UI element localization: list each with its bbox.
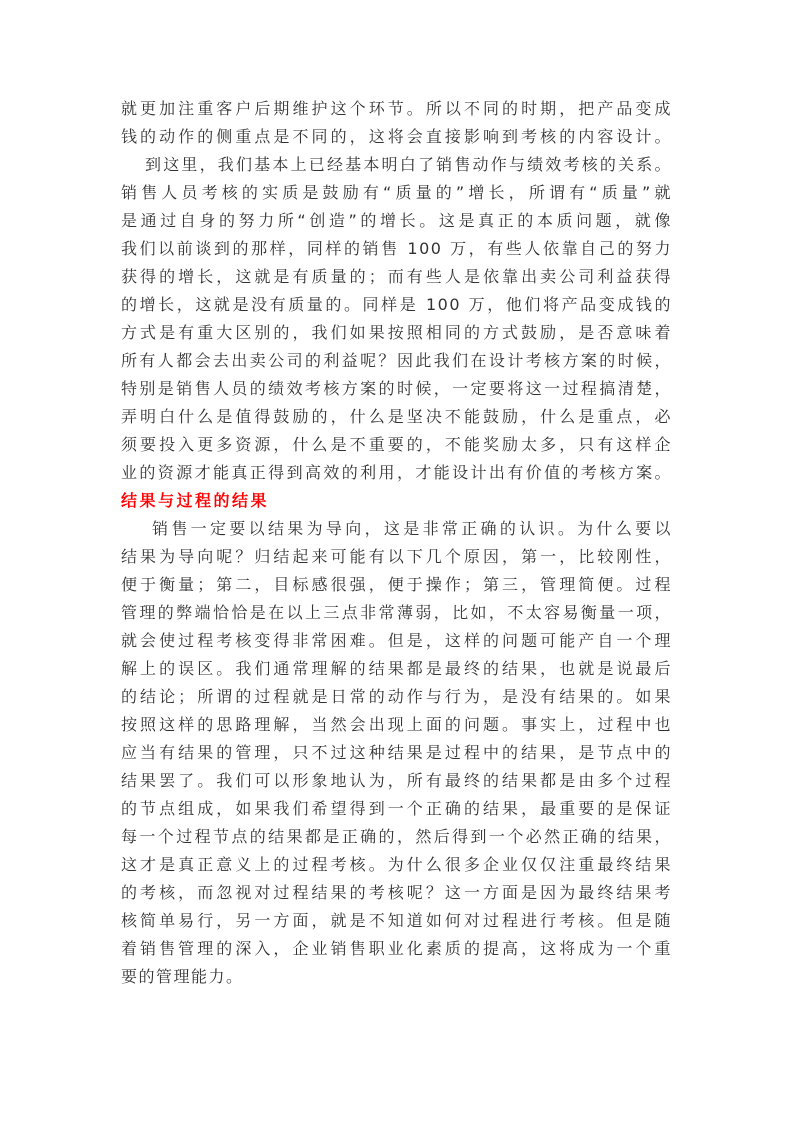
text-line: 销售一定要以结果为导向，这是非常正确的认识。为什么要以 bbox=[152, 519, 672, 538]
text-line: 结果为导向呢？归结起来可能有以下几个原因，第一，比较刚性， bbox=[121, 547, 672, 566]
text-line: 所有人都会去出卖公司的利益呢？因此我们在设计考核方案的时候， bbox=[121, 351, 672, 370]
text-line: 这才是真正意义上的过程考核。为什么很多企业仅仅注重最终结果 bbox=[121, 855, 672, 874]
text-line: 业的资源才能真正得到高效的利用，才能设计出有价值的考核方案。 bbox=[121, 463, 672, 482]
document-body bbox=[121, 95, 672, 991]
paragraph-sales-vs-appraisal bbox=[121, 151, 672, 487]
text-line: 销售人员考核的实质是鼓励有“质量的”增长，所谓有“质量”就 bbox=[121, 183, 672, 202]
text-line: 方式是有重大区别的，我们如果按照相同的方式鼓励，是否意味着 bbox=[121, 323, 672, 342]
text-line: 我们以前谈到的那样，同样的销售 100 万，有些人依靠自己的努力 bbox=[121, 239, 672, 258]
text-line: 的节点组成，如果我们希望得到一个正确的结果，最重要的是保证 bbox=[121, 799, 672, 818]
text-line: 到这里，我们基本上已经基本明白了销售动作与绩效考核的关系。 bbox=[145, 155, 672, 174]
paragraph-result-and-process bbox=[121, 515, 672, 991]
text-line: 解上的误区。我们通常理解的结果都是最终的结果，也就是说最后 bbox=[121, 659, 672, 678]
paragraph-continued bbox=[121, 95, 672, 151]
section-heading: 结果与过程的结果 bbox=[121, 491, 270, 510]
text-line: 弄明白什么是值得鼓励的，什么是坚决不能鼓励，什么是重点，必 bbox=[121, 407, 672, 426]
text-line: 特别是销售人员的绩效考核方案的时候，一定要将这一过程搞清楚， bbox=[121, 379, 672, 398]
text-line: 就会使过程考核变得非常困难。但是，这样的问题可能产自一个理 bbox=[121, 631, 672, 650]
text-line: 就更加注重客户后期维护这个环节。所以不同的时期，把产品变成 bbox=[121, 99, 672, 118]
text-line: 便于衡量；第二，目标感很强，便于操作；第三，管理简便。过程 bbox=[121, 575, 672, 594]
text-line: 的结论；所谓的过程就是日常的动作与行为，是没有结果的。如果 bbox=[121, 687, 672, 706]
text-line: 须要投入更多资源，什么是不重要的，不能奖励太多，只有这样企 bbox=[121, 435, 672, 454]
text-line: 钱的动作的侧重点是不同的，这将会直接影响到考核的内容设计。 bbox=[121, 127, 672, 146]
text-line: 获得的增长，这就是有质量的；而有些人是依靠出卖公司利益获得 bbox=[121, 267, 672, 286]
text-line: 管理的弊端恰恰是在以上三点非常薄弱，比如，不太容易衡量一项， bbox=[121, 603, 672, 622]
text-line: 按照这样的思路理解，当然会出现上面的问题。事实上，过程中也 bbox=[121, 715, 672, 734]
text-line: 着销售管理的深入，企业销售职业化素质的提高，这将成为一个重 bbox=[121, 939, 672, 958]
text-line: 每一个过程节点的结果都是正确的，然后得到一个必然正确的结果， bbox=[121, 827, 672, 846]
text-line: 的考核，而忽视对过程结果的考核呢？这一方面是因为最终结果考 bbox=[121, 883, 672, 902]
text-line: 核简单易行，另一方面，就是不知道如何对过程进行考核。但是随 bbox=[121, 911, 672, 930]
text-line: 要的管理能力。 bbox=[121, 967, 244, 986]
text-line: 的增长，这就是没有质量的。同样是 100 万，他们将产品变成钱的 bbox=[121, 295, 672, 314]
text-line: 应当有结果的管理，只不过这种结果是过程中的结果，是节点中的 bbox=[121, 743, 672, 762]
text-line: 是通过自身的努力所“创造”的增长。这是真正的本质问题，就像 bbox=[121, 211, 672, 230]
text-line: 结果罢了。我们可以形象地认为，所有最终的结果都是由多个过程 bbox=[121, 771, 672, 790]
